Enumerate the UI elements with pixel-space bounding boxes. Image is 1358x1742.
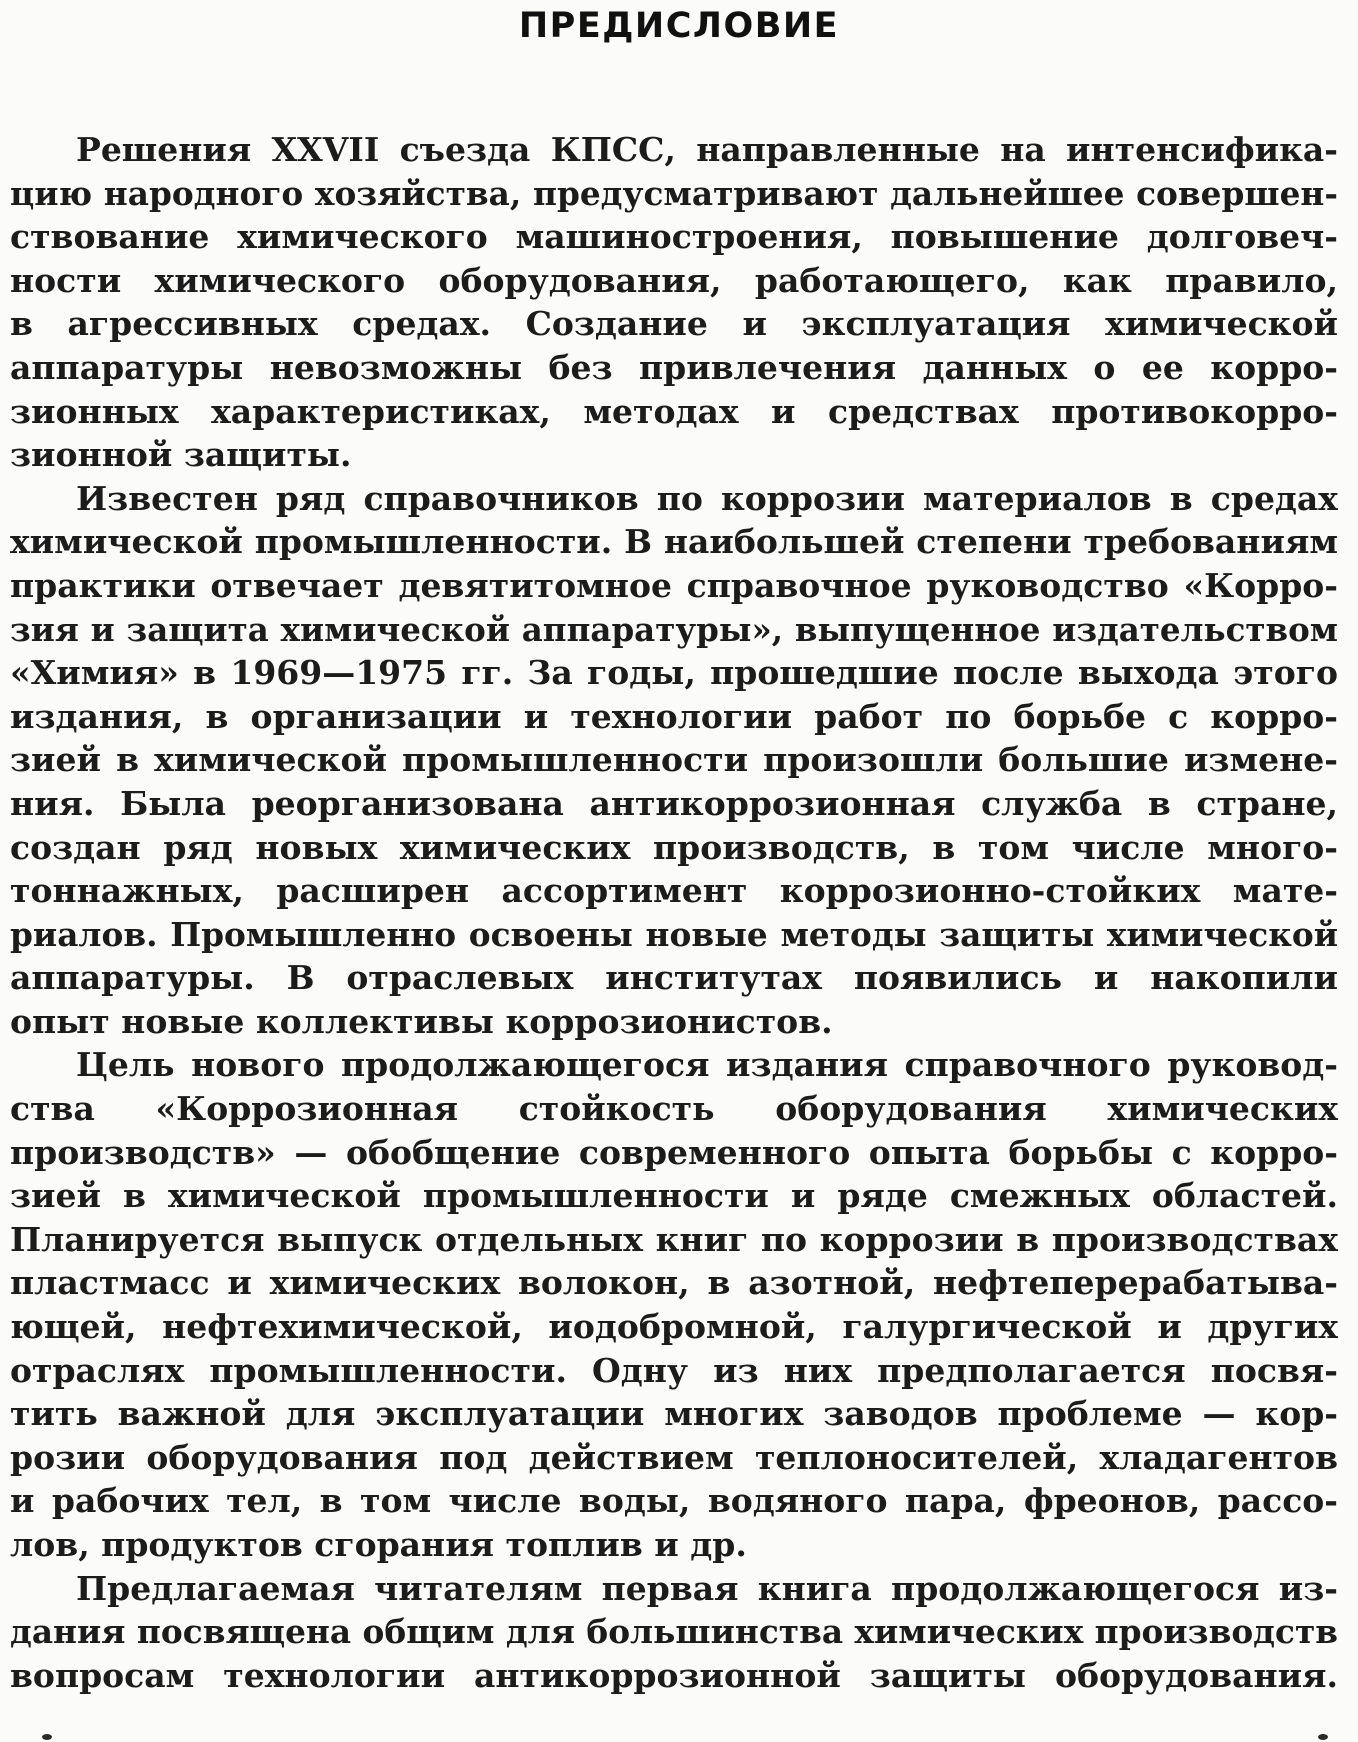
page-edge-mark (42, 1734, 52, 1740)
text-line: производств» — обобщение современного опыта борьбы с корро- (10, 1132, 1338, 1172)
page-edge-mark (1318, 1734, 1328, 1740)
text-line: зионных характеристиках, методах и средствах противокорро- (10, 391, 1338, 431)
text-line: Цель нового продолжающегося издания справочного руковод- (76, 1045, 1338, 1085)
text-line: лов, продуктов сгорания топлив и др. (10, 1525, 747, 1564)
text-line: «Химия» в 1969—1975 гг. За годы, прошедшие после выхода этого (10, 653, 1338, 693)
page-title: ПРЕДИСЛОВИЕ (518, 6, 840, 46)
text-line: вопросам технологии антикоррозионной защиты оборудования. (10, 1655, 1338, 1695)
text-line: ности химического оборудования, работающего, как правило, (10, 260, 1338, 300)
text-line: зией в химической промышленности и ряде смежных областей. (10, 1176, 1338, 1216)
text-line: зионной защиты. (10, 435, 352, 475)
text-line: тоннажных, расширен ассортимент коррозионно-стойких мате- (10, 871, 1338, 911)
text-line: Предлагаемая читателям первая книга продолжающегося из- (76, 1568, 1338, 1608)
text-line: ства «Коррозионная стойкость оборудования химических (10, 1089, 1338, 1129)
text-line: ющей, нефтехимической, иодобромной, галургической и других (10, 1307, 1338, 1347)
text-line: химической промышленности. В наибольшей степени требованиям (10, 522, 1338, 562)
text-line: Планируется выпуск отдельных книг по коррозии в производствах (10, 1219, 1338, 1259)
text-line: ния. Была реорганизована антикоррозионная служба в стране, (10, 783, 1338, 823)
text-line: в агрессивных средах. Создание и эксплуатация химической (10, 304, 1338, 344)
text-line: издания, в организации и технологии работ по борьбе с корро- (10, 696, 1338, 736)
text-line: дания посвящена общим для большинства химических производств (10, 1612, 1338, 1652)
text-line: отраслях промышленности. Одну из них предполагается посвя- (10, 1350, 1338, 1390)
text-line: создан ряд новых химических производств, в том числе много- (10, 827, 1338, 867)
text-line: пластмасс и химических волокон, в азотной, нефтеперерабатыва- (10, 1263, 1338, 1303)
text-line: аппаратуры. В отраслевых институтах появились и накопили (10, 958, 1338, 998)
text-line: риалов. Промышленно освоены новые методы защиты химической (10, 914, 1338, 954)
preface-body (10, 128, 1338, 1697)
text-line: цию народного хозяйства, предусматривают дальнейшее совершен- (10, 173, 1338, 213)
text-line: зия и защита химической аппаратуры», выпущенное издательством (10, 609, 1338, 649)
text-line: практики отвечает девятитомное справочное руководство «Корро- (10, 565, 1338, 605)
text-line: ствование химического машиностроения, повышение долговеч- (10, 217, 1338, 257)
text-line: зией в химической промышленности произошли большие измене- (10, 740, 1338, 780)
text-line: аппаратуры невозможны без привлечения данных о ее корро- (10, 347, 1338, 387)
text-line: Известен ряд справочников по коррозии материалов в средах (76, 478, 1338, 518)
text-line: и рабочих тел, в том числе воды, водяного пара, фреонов, рассо- (10, 1481, 1338, 1521)
text-line: опыт новые коллективы коррозионистов. (10, 1001, 833, 1041)
text-line: тить важной для эксплуатации многих заводов проблеме — кор- (10, 1394, 1338, 1434)
text-line: розии оборудования под действием теплоносителей, хладагентов (10, 1437, 1338, 1477)
text-line: Решения XXVII съезда КПСС, направленные на интенсифика- (76, 130, 1338, 169)
